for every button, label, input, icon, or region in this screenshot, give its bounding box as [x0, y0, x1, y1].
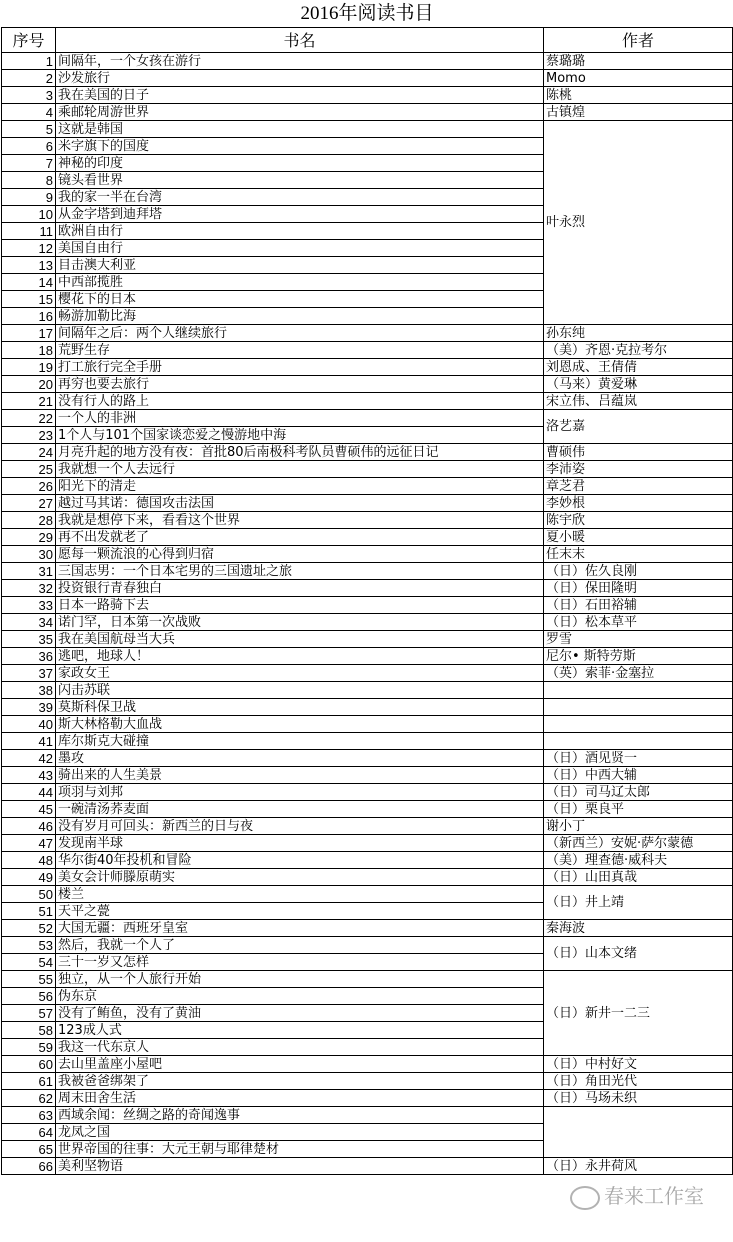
row-number: 33 [2, 597, 56, 614]
book-title: 日本一路骑下去 [56, 597, 544, 614]
book-title: 项羽与刘邦 [56, 784, 544, 801]
book-title: 斯大林格勒大血战 [56, 716, 544, 733]
table-row [2, 801, 733, 818]
row-number: 11 [2, 223, 56, 240]
book-author: 陈宇欣 [544, 512, 733, 529]
row-number: 40 [2, 716, 56, 733]
table-row [2, 835, 733, 852]
row-number: 12 [2, 240, 56, 257]
book-title: 这就是韩国 [56, 121, 544, 138]
row-number: 16 [2, 308, 56, 325]
table-row [2, 342, 733, 359]
table-row [2, 614, 733, 631]
book-title: 库尔斯克大碰撞 [56, 733, 544, 750]
book-title: 一碗清汤荞麦面 [56, 801, 544, 818]
book-title: 世界帝国的往事：大元王朝与耶律楚材 [56, 1141, 544, 1158]
book-author: 李沛姿 [544, 461, 733, 478]
row-number: 34 [2, 614, 56, 631]
row-number: 28 [2, 512, 56, 529]
book-title: 我的家一半在台湾 [56, 189, 544, 206]
table-row [2, 665, 733, 682]
book-title: 一个人的非洲 [56, 410, 544, 427]
row-number: 42 [2, 750, 56, 767]
book-title: 楼兰 [56, 886, 544, 903]
book-author: 刘恩成、王倩倩 [544, 359, 733, 376]
book-author [544, 699, 733, 716]
book-author: 秦海波 [544, 920, 733, 937]
book-title: 1个人与101个国家谈恋爱之慢游地中海 [56, 427, 544, 444]
book-title: 从金字塔到迪拜塔 [56, 206, 544, 223]
row-number: 35 [2, 631, 56, 648]
book-author: （美）齐恩·克拉考尔 [544, 342, 733, 359]
row-number: 54 [2, 954, 56, 971]
book-title: 沙发旅行 [56, 70, 544, 87]
row-number: 45 [2, 801, 56, 818]
reading-list-table [1, 0, 733, 1175]
row-number: 66 [2, 1158, 56, 1175]
book-title: 去山里盖座小屋吧 [56, 1056, 544, 1073]
table-row [2, 920, 733, 937]
table-row [2, 1090, 733, 1107]
row-number: 25 [2, 461, 56, 478]
book-title: 独立，从一个人旅行开始 [56, 971, 544, 988]
row-number: 47 [2, 835, 56, 852]
table-row [2, 767, 733, 784]
book-title: 欧洲自由行 [56, 223, 544, 240]
table-row [2, 410, 733, 427]
book-author: （日）马场未织 [544, 1090, 733, 1107]
table-row [2, 70, 733, 87]
row-number: 19 [2, 359, 56, 376]
row-number: 30 [2, 546, 56, 563]
book-title: 三十一岁又怎样 [56, 954, 544, 971]
table-row [2, 784, 733, 801]
book-title: 米字旗下的国度 [56, 138, 544, 155]
row-number: 17 [2, 325, 56, 342]
book-author: （日）保田隆明 [544, 580, 733, 597]
book-author: （日）角田光代 [544, 1073, 733, 1090]
book-author: 章芝君 [544, 478, 733, 495]
book-author: （日）酒见贤一 [544, 750, 733, 767]
book-title: 我就想一个人去远行 [56, 461, 544, 478]
row-number: 64 [2, 1124, 56, 1141]
watermark [570, 1180, 704, 1210]
table-row [2, 580, 733, 597]
table-row [2, 1158, 733, 1175]
table-row [2, 444, 733, 461]
title-row [2, 0, 733, 28]
book-title: 投资银行青春独白 [56, 580, 544, 597]
book-author: 洛艺嘉 [544, 410, 733, 444]
row-number: 65 [2, 1141, 56, 1158]
book-author: 孙东纯 [544, 325, 733, 342]
book-title: 畅游加勒比海 [56, 308, 544, 325]
book-title: 发现南半球 [56, 835, 544, 852]
book-author: （日）佐久良刚 [544, 563, 733, 580]
row-number: 2 [2, 70, 56, 87]
book-title: 美国自由行 [56, 240, 544, 257]
book-title: 神秘的印度 [56, 155, 544, 172]
book-author [544, 1107, 733, 1158]
table-row [2, 529, 733, 546]
book-title: 樱花下的日本 [56, 291, 544, 308]
book-author: （日）山田真哉 [544, 869, 733, 886]
row-number: 13 [2, 257, 56, 274]
book-author: （日）新井一二三 [544, 971, 733, 1056]
table-row [2, 512, 733, 529]
book-title: 再不出发就老了 [56, 529, 544, 546]
book-title: 墨攻 [56, 750, 544, 767]
book-title: 123成人式 [56, 1022, 544, 1039]
book-author [544, 716, 733, 733]
row-number: 52 [2, 920, 56, 937]
book-title: 莫斯科保卫战 [56, 699, 544, 716]
row-number: 31 [2, 563, 56, 580]
book-author: 陈桃 [544, 87, 733, 104]
table-row [2, 1107, 733, 1124]
book-title: 越过马其诺：德国攻击法国 [56, 495, 544, 512]
book-author [544, 682, 733, 699]
book-author: （日）司马辽太郎 [544, 784, 733, 801]
header-author: 作者 [544, 28, 733, 53]
row-number: 10 [2, 206, 56, 223]
row-number: 41 [2, 733, 56, 750]
row-number: 5 [2, 121, 56, 138]
book-author: （日）山本文绪 [544, 937, 733, 971]
book-title: 我在美国航母当大兵 [56, 631, 544, 648]
table-row [2, 1073, 733, 1090]
book-author: （英）索菲·金塞拉 [544, 665, 733, 682]
row-number: 55 [2, 971, 56, 988]
row-number: 32 [2, 580, 56, 597]
book-title: 没有了鲔鱼，没有了黄油 [56, 1005, 544, 1022]
book-title: 三国志男：一个日本宅男的三国遗址之旅 [56, 563, 544, 580]
row-number: 53 [2, 937, 56, 954]
book-title: 家政女王 [56, 665, 544, 682]
row-number: 23 [2, 427, 56, 444]
row-number: 57 [2, 1005, 56, 1022]
book-author: （马来）黄爱琳 [544, 376, 733, 393]
table-row [2, 546, 733, 563]
table-row [2, 937, 733, 954]
book-author: （日）石田裕辅 [544, 597, 733, 614]
book-title: 间隔年，一个女孩在游行 [56, 53, 544, 70]
row-number: 3 [2, 87, 56, 104]
book-title: 然后，我就一个人了 [56, 937, 544, 954]
book-author: （日）中村好文 [544, 1056, 733, 1073]
book-title: 目击澳大利亚 [56, 257, 544, 274]
row-number: 61 [2, 1073, 56, 1090]
book-title: 诺门罕，日本第一次战败 [56, 614, 544, 631]
book-author: 罗雪 [544, 631, 733, 648]
book-author: （日）井上靖 [544, 886, 733, 920]
book-author: 谢小丁 [544, 818, 733, 835]
row-number: 14 [2, 274, 56, 291]
book-title: 西域余闻：丝绸之路的奇闻逸事 [56, 1107, 544, 1124]
row-number: 7 [2, 155, 56, 172]
book-title: 镜头看世界 [56, 172, 544, 189]
book-title: 我被爸爸绑架了 [56, 1073, 544, 1090]
book-author: 蔡璐璐 [544, 53, 733, 70]
book-title: 阳光下的清走 [56, 478, 544, 495]
table-row [2, 495, 733, 512]
book-title: 骑出来的人生美景 [56, 767, 544, 784]
table-row [2, 1056, 733, 1073]
book-title: 天平之甍 [56, 903, 544, 920]
table-row [2, 563, 733, 580]
row-number: 49 [2, 869, 56, 886]
row-number: 20 [2, 376, 56, 393]
row-number: 46 [2, 818, 56, 835]
table-row [2, 716, 733, 733]
row-number: 43 [2, 767, 56, 784]
watermark-text: 春来工作室 [604, 1184, 704, 1208]
wechat-icon [570, 1186, 600, 1210]
row-number: 24 [2, 444, 56, 461]
row-number: 48 [2, 852, 56, 869]
row-number: 1 [2, 53, 56, 70]
book-author: 尼尔• 斯特劳斯 [544, 648, 733, 665]
book-author: （日）中西大辅 [544, 767, 733, 784]
book-author: （日）松本草平 [544, 614, 733, 631]
book-title: 美利坚物语 [56, 1158, 544, 1175]
table-row [2, 121, 733, 138]
book-title: 周末田舍生活 [56, 1090, 544, 1107]
row-number: 51 [2, 903, 56, 920]
book-title: 间隔年之后：两个人继续旅行 [56, 325, 544, 342]
book-title: 没有岁月可回头：新西兰的日与夜 [56, 818, 544, 835]
book-title: 月亮升起的地方没有夜：首批80后南极科考队员曹硕伟的远征日记 [56, 444, 544, 461]
book-author [544, 733, 733, 750]
book-title: 打工旅行完全手册 [56, 359, 544, 376]
book-author: 李妙根 [544, 495, 733, 512]
header-row [2, 28, 733, 53]
row-number: 60 [2, 1056, 56, 1073]
row-number: 9 [2, 189, 56, 206]
table-row [2, 886, 733, 903]
row-number: 44 [2, 784, 56, 801]
row-number: 21 [2, 393, 56, 410]
book-author: 古镇煌 [544, 104, 733, 121]
book-author: （日）永井荷风 [544, 1158, 733, 1175]
table-row [2, 104, 733, 121]
table-row [2, 461, 733, 478]
table-row [2, 325, 733, 342]
table-row [2, 87, 733, 104]
book-author: 任末末 [544, 546, 733, 563]
row-number: 22 [2, 410, 56, 427]
row-number: 59 [2, 1039, 56, 1056]
book-title: 闪击苏联 [56, 682, 544, 699]
table-row [2, 359, 733, 376]
table-row [2, 818, 733, 835]
table-row [2, 53, 733, 70]
row-number: 63 [2, 1107, 56, 1124]
table-row [2, 478, 733, 495]
row-number: 29 [2, 529, 56, 546]
book-title: 愿每一颗流浪的心得到归宿 [56, 546, 544, 563]
book-title: 中西部揽胜 [56, 274, 544, 291]
book-title: 大国无疆：西班牙皇室 [56, 920, 544, 937]
row-number: 38 [2, 682, 56, 699]
row-number: 8 [2, 172, 56, 189]
row-number: 56 [2, 988, 56, 1005]
table-row [2, 852, 733, 869]
header-no: 序号 [2, 28, 56, 53]
table-body [2, 0, 733, 1175]
row-number: 62 [2, 1090, 56, 1107]
book-title: 伪东京 [56, 988, 544, 1005]
book-title: 逃吧，地球人！ [56, 648, 544, 665]
book-title: 龙凤之国 [56, 1124, 544, 1141]
table-row [2, 648, 733, 665]
book-author: 曹硕伟 [544, 444, 733, 461]
table-row [2, 869, 733, 886]
table-row [2, 376, 733, 393]
book-title: 没有行人的路上 [56, 393, 544, 410]
book-title: 乘邮轮周游世界 [56, 104, 544, 121]
header-book: 书名 [56, 28, 544, 53]
book-title: 荒野生存 [56, 342, 544, 359]
book-title: 我就是想停下来，看看这个世界 [56, 512, 544, 529]
table-row [2, 733, 733, 750]
table-row [2, 750, 733, 767]
table-row [2, 631, 733, 648]
book-author: 宋立伟、吕蕴岚 [544, 393, 733, 410]
table-row [2, 393, 733, 410]
row-number: 37 [2, 665, 56, 682]
book-author: 叶永烈 [544, 121, 733, 325]
book-title: 再穷也要去旅行 [56, 376, 544, 393]
table-row [2, 597, 733, 614]
row-number: 58 [2, 1022, 56, 1039]
row-number: 36 [2, 648, 56, 665]
book-author: （日）栗良平 [544, 801, 733, 818]
row-number: 39 [2, 699, 56, 716]
row-number: 26 [2, 478, 56, 495]
table-row [2, 971, 733, 988]
book-title: 美女会计师滕原萌实 [56, 869, 544, 886]
row-number: 18 [2, 342, 56, 359]
book-title: 我这一代东京人 [56, 1039, 544, 1056]
book-author: Momo [544, 70, 733, 87]
book-title: 华尔街40年投机和冒险 [56, 852, 544, 869]
row-number: 50 [2, 886, 56, 903]
row-number: 15 [2, 291, 56, 308]
row-number: 4 [2, 104, 56, 121]
row-number: 6 [2, 138, 56, 155]
book-author: （新西兰）安妮·萨尔蒙德 [544, 835, 733, 852]
table-row [2, 699, 733, 716]
book-title: 我在美国的日子 [56, 87, 544, 104]
page-title: 2016年阅读书目 [2, 0, 733, 28]
book-author: 夏小暖 [544, 529, 733, 546]
table-row [2, 682, 733, 699]
book-author: （美）理查德·威科夫 [544, 852, 733, 869]
row-number: 27 [2, 495, 56, 512]
